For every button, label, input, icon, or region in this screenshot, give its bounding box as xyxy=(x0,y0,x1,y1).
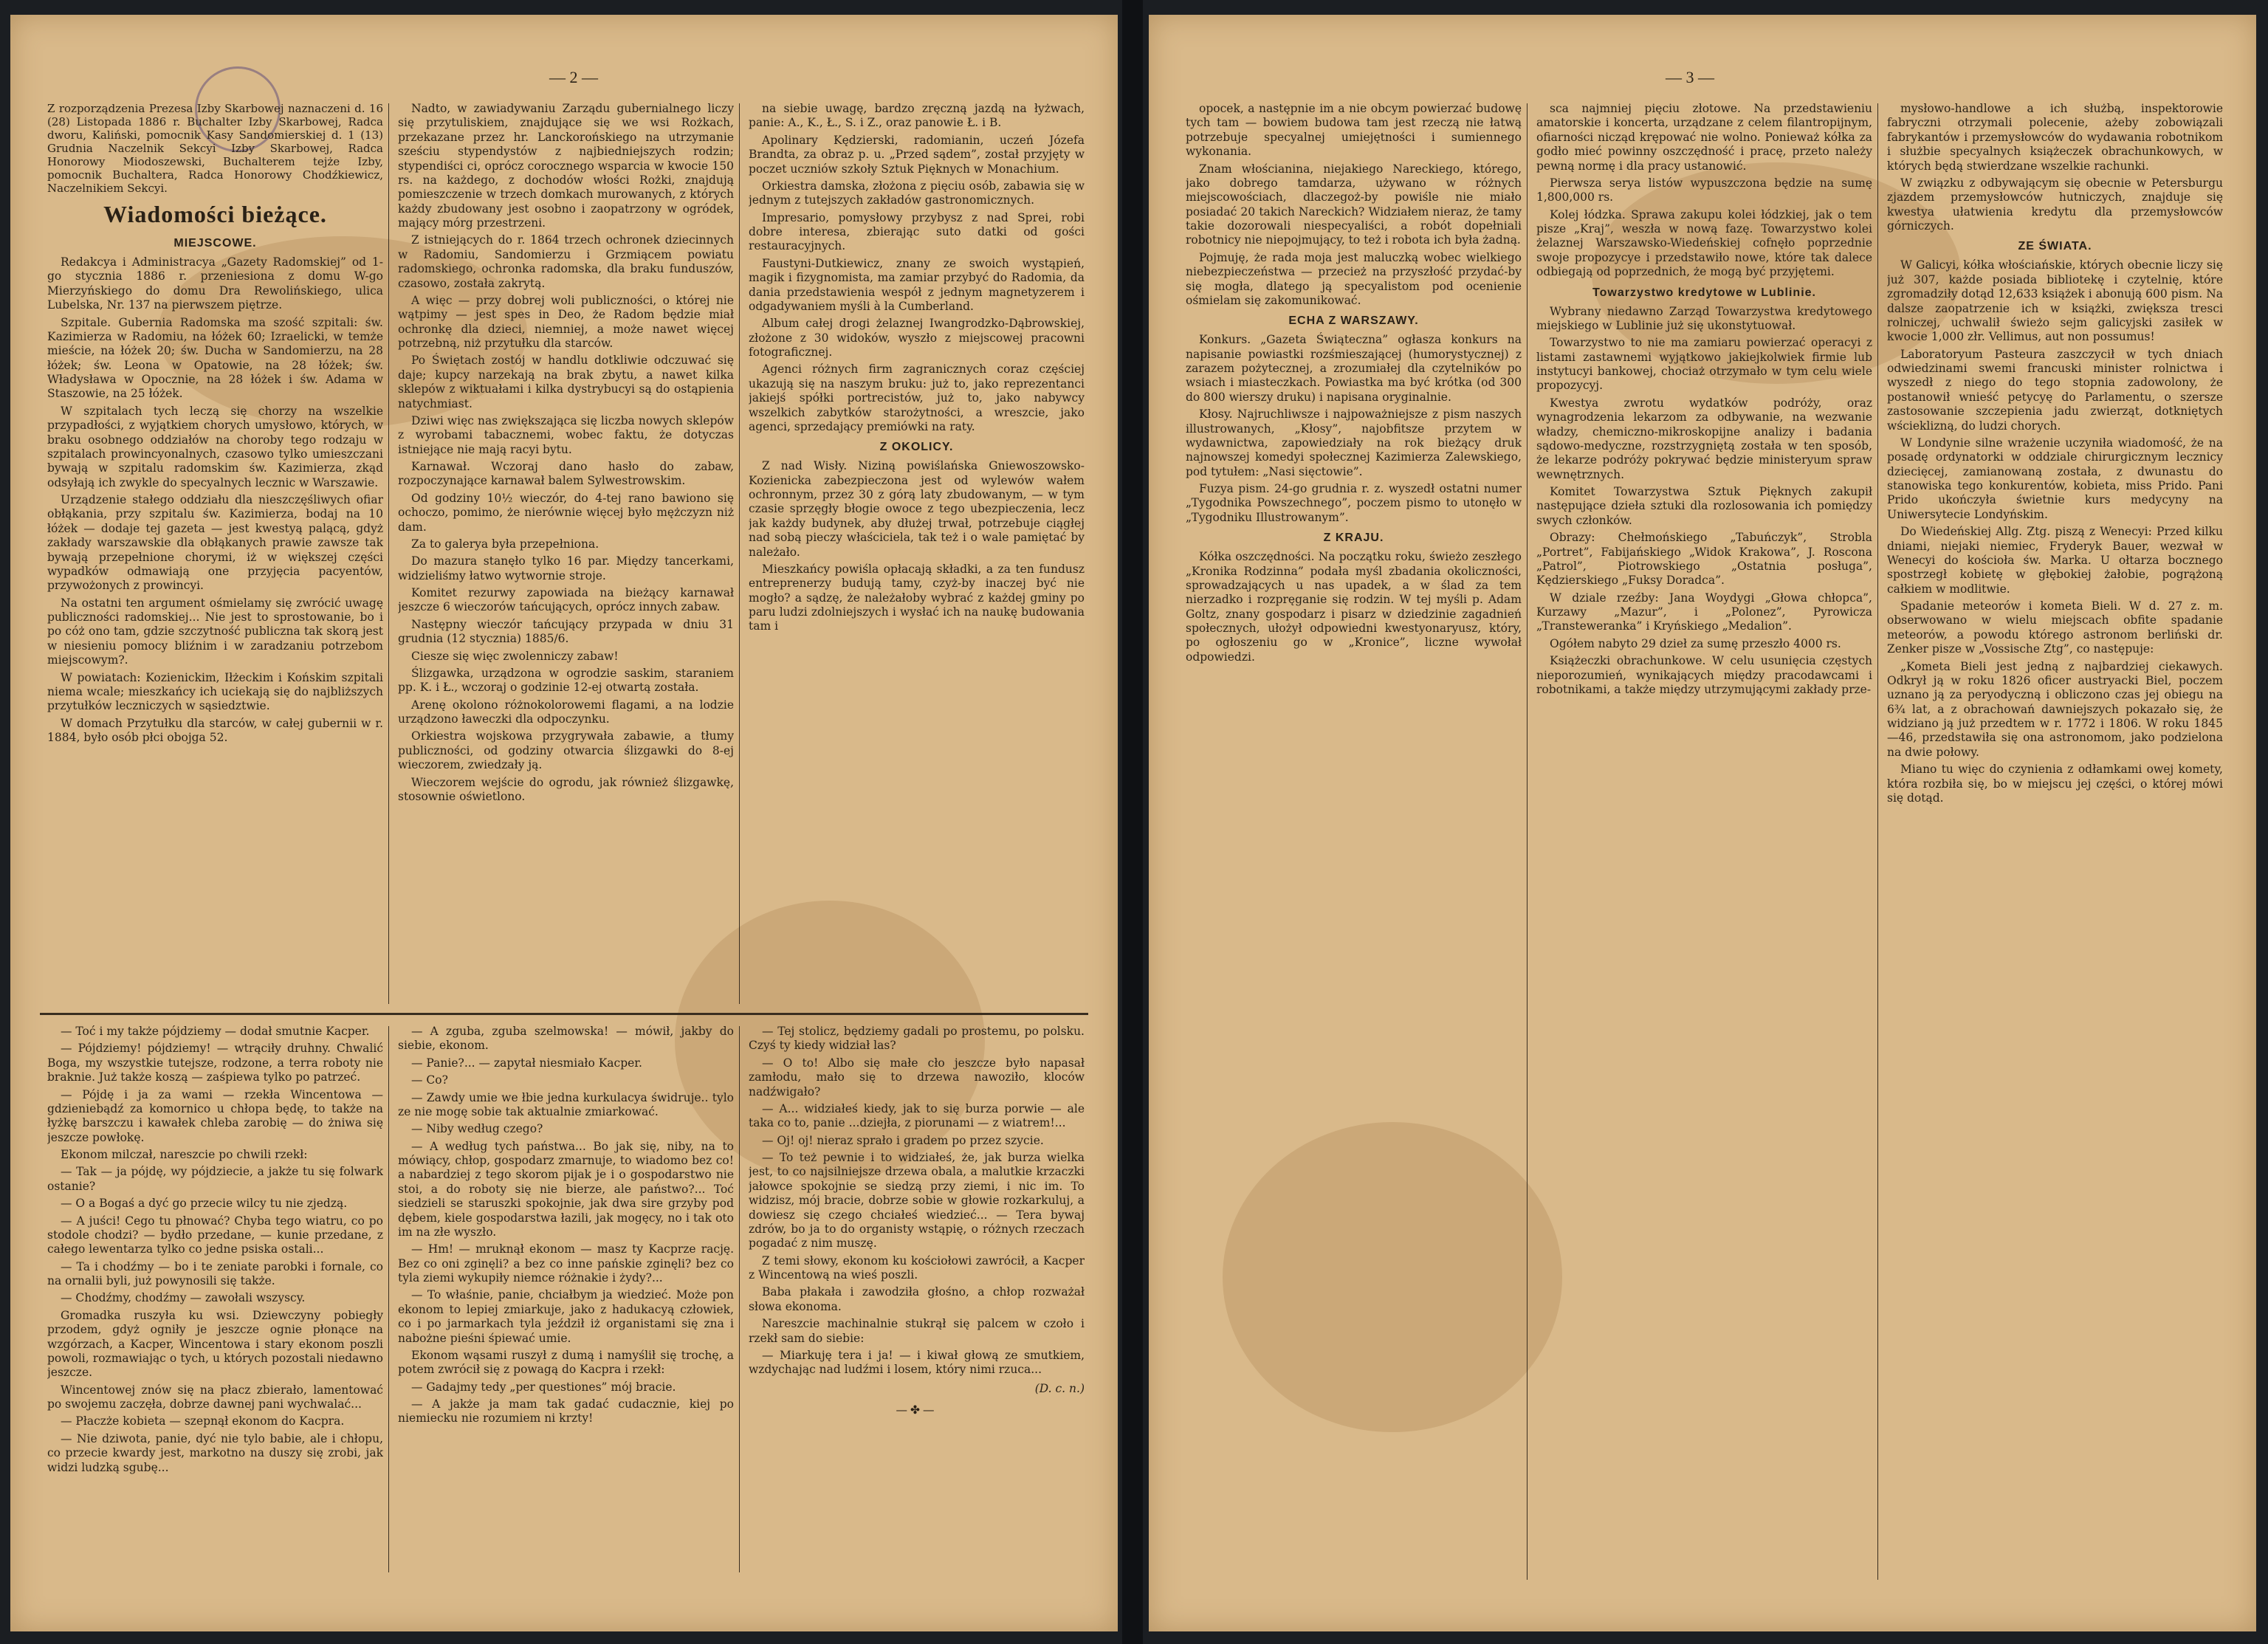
story-paragraph: — Ta i chodźmy — bo i te zeniate parobki i fornale, co na ornalii byli, już powynosili się także. xyxy=(47,1259,383,1287)
article-paragraph: W domach Przytułku dla starców, w całej gubernii w r. 1884, było osób płci obojga 52. xyxy=(47,716,383,744)
article-paragraph: Redakcya i Administracya „Gazety Radomskiej” od 1-go stycznia 1886 r. przeniesiona z domu W-go Mierzyńskiego do domu Dra Rewolińskiego, ulica Lubelska, Nr. 137 na pierwszem piętrze. xyxy=(47,255,383,312)
story-paragraph: — Tak — ja pójdę, wy pójdziecie, a jakże tu się folwark ostanie? xyxy=(47,1165,383,1193)
article-paragraph: Konkurs. „Gazeta Świąteczna” ogłasza konkurs na napisanie powiastki rozśmieszającej (humorystycznej) z zarazem pożytecznej, a zrozumiałej dla czytelników po wsiach i miasteczkach. Powiastka ma być krótka (od 300 do 800 wierszy druku) i napisana oryginalnie. xyxy=(1186,333,1522,404)
feuilleton-separator xyxy=(40,1013,1088,1015)
article-paragraph: Towarzystwo to nie ma zamiaru powierzać operacyi z listami zastawnemi wyjątkowo jakiejkolwiek firmie lub instytucyi bankowej, chociaż otrzymało w tym celu wiele propozycyj. xyxy=(1536,336,1872,393)
page-number: — 2 — xyxy=(549,68,598,86)
story-paragraph: Gromadka ruszyła ku wsi. Dziewczyny pobiegły przodem, gdyż ogniły je jeszcze ognie płonące na wzgórzach, a Kacper, Wincentowa i stary ekonom poszli powoli, rozmawiając o tych, u których pozostali niedawno jeszcze. xyxy=(47,1308,383,1380)
article-paragraph: Fuzya pism. 24-go grudnia r. z. wyszedł ostatni numer „Tygodnika Powszechnego”, poczem pismo to utonęło w „Tygodniku Illustrowanym”. xyxy=(1186,482,1522,524)
article-paragraph: Kłosy. Najruchliwsze i najpoważniejsze z pism naszych illustrowanych, „Kłosy”, najobfitsze przytem w wydawnictwa, zapowiedziały na rok bieżący druk najnowszej komedyi społecznej Kazimierza Zalewskiego, pod tytułem: „Nasi sięctowie”. xyxy=(1186,407,1522,478)
article-paragraph: Arenę okolono różnokolorowemi flagami, a na lodzie urządzono ławeczki dla odpoczynku. xyxy=(398,698,734,726)
section-heading-world: ZE ŚWIATA. xyxy=(2018,240,2092,253)
article-paragraph: Agenci różnych firm zagranicznych coraz częściej ukazują się na naszym bruku: już to, jako reprezentanci jakiejś spółki portrecistów, już to, jako nabywcy wszelkich zabytków starożytności, a wreszcie, jako agenci, sprzedający premiówki na raty. xyxy=(749,362,1085,433)
story-paragraph: — Hm! — mruknął ekonom — masz ty Kacprze rację. Bez co oni zginęli? a bez co inne pańskie zginęli? bez co tyla ziemi wykupiły niemce różnakie i żydy?... xyxy=(398,1242,734,1284)
article-paragraph: Spadanie meteorów i kometa Bieli. W d. 27 z. m. obserwowano w wielu miejscach obfite spadanie meteorów, a powodu którego astronom berliński dr. Zenker pisze w „Vossische Ztg”, co następuje: xyxy=(1887,599,2223,656)
article-paragraph: W powiatach: Kozienickim, Iłżeckim i Końskim szpitali niema wcale; mieszkańcy ich uciekają się do najbliższych przytułków leczniczych w sąsiedztwie. xyxy=(47,670,383,713)
feuilleton-column-2 xyxy=(398,1025,734,1586)
article-paragraph: Miano tu więc do czynienia z odłamkami owej komety, która rozbiła się, bo w miejscu jej części, o której mówi się dotąd. xyxy=(1887,763,2223,805)
story-paragraph: — To też pewnie i to widziałeś, że, jak burza wielka jest, to co najsilniejsze drzewa obala, a malutkie krzaczki jałowce spokojnie se siedzą przy ziemi, i nic im. To widzisz, mój bracie, dobrze sobie w głowie rozkarkuluj, a dowiesz się czego chciałeś wiedzieć... — Tera bywaj zdrów, bo ja to do organisty wstąpię, o różnych rzeczach pogadać z nim muszę. xyxy=(749,1151,1085,1251)
article-paragraph: opocek, a następnie im a nie obcym powierzać budowę tych tam — bowiem budowa tam jest rzeczą nie łatwą potrzebuje specyalnej umiejętności i sumiennego wykonania. xyxy=(1186,102,1522,159)
story-paragraph: — Pójdziemy! pójdziemy! — wtrąciły druhny. Chwalić Boga, my wszystkie tutejsze, rodzone, a terra roboty nie braknie. Już także koszą — zaśpiewa tylko po patrzeć. xyxy=(47,1042,383,1084)
article-paragraph: Znam włościanina, niejakiego Nareckiego, którego, jako dobrego tamdarza, używano w różnych miejscowościach, dlaczegoż-by powiśle nie miało posiadać 20 takich Nareckich? Widziałem nieraz, że tamy takie dozorowali niespecyaliści, a robót dopełniali robotnicy nie niepojmujący, to też i robota ich była żadną. xyxy=(1186,162,1522,247)
article-paragraph: Po Świętach zostój w handlu dotkliwie odczuwać się daje; kupcy narzekają na brak zbytu, a nawet kilka sklepów z wiktuałami i kilka dystrybucyi są do ostąpienia natychmiast. xyxy=(398,354,734,410)
article-paragraph: Nadto, w zawiadywaniu Zarządu gubernialnego liczy się przytuliskiem, znajdujące się we wsi Rożkach, przekazane przez hr. Lanckorońskiego na utrzymanie sześciu stypendystów z najbiedniejszych rodzin; stypendiści ci, oprócz corocznego wsparcia w kwocie 150 rs. na każdego, z dochodów włości Rożki, znajdują pomieszczenie w trzech domkach murowanych, z których każdy zbudowany jest osobno i zaopatrzony w ogródek, mający mórg przestrzeni. xyxy=(398,102,734,230)
article-paragraph: Z istniejących do r. 1864 trzech ochronek dziecinnych w Radomiu, Sandomierzu i Grzmiącem powiatu radomskiego, ochronka radomska, dla braku funduszów, czasowo, została zakrytą. xyxy=(398,233,734,290)
article-paragraph: Ciesze się więc zwolenniczy zabaw! xyxy=(411,649,619,663)
article-paragraph: W związku z odbywającym się obecnie w Petersburgu zjazdem przemysłowców hutniczych, znajduje się kwestya ułatwienia kredytu dla przemysłowców górniczych. xyxy=(1887,176,2223,233)
story-paragraph: — A... widziałeś kiedy, jak to się burza porwie — ale taka co to, panie ...dziejła, z piorunami — z wiatrem!... xyxy=(749,1101,1085,1130)
story-paragraph: — A zguba, zguba szelmowska! — mówił, jakby do siebie, ekonom. xyxy=(398,1025,734,1053)
article-paragraph: Wybrany niedawno Zarząd Towarzystwa kredytowego miejskiego w Lublinie już się ukonstytuował. xyxy=(1536,304,1872,332)
article-paragraph: Karnawał. Wczoraj dano hasło do zabaw, rozpoczynające karnawał balem Sylwestrowskim. xyxy=(398,460,734,488)
column-1 xyxy=(1186,102,1522,1593)
story-paragraph: — Niby według czego? xyxy=(411,1122,543,1136)
feuilleton-column-1 xyxy=(47,1025,383,1586)
story-paragraph: Wincentowej znów się na płacz zbierało, lamentować po swojemu zaczęła, dobrze dawnej pani wychwalać... xyxy=(47,1383,383,1411)
article-paragraph: Mieszkańcy powiśla opłacają składki, a za ten fundusz entreprenerzy budują tamy, czyż-by inaczej być nie mogło? a sądzę, że należałoby wybrać z każdej gminy po paru ludzi zdolniejszych i wysłać ich na naukę budowania tam i xyxy=(749,562,1085,633)
article-paragraph: Kółka oszczędności. Na początku roku, świeżo zeszłego „Kronika Rodzinna” podała myśl zbadania okoliczności, sprowadzających u nas upadek, a w ślad za tem nierzadko i rozpręganie się rodzin. W tej myśli p. Adam Goltz, znany gospodarz i pisarz w dziedzinie zagadnień społecznych, ułożył odpowiedni kwestyonaryusz, który, po ogłoszeniu go w „Kronice”, liczne wywołał odpowiedzi. xyxy=(1186,550,1522,664)
column-rule xyxy=(1877,103,1878,1580)
article-paragraph: Komitet Towarzystwa Sztuk Pięknych zakupił następujące dzieła sztuki dla rozlosowania ich pomiędzy swych członków. xyxy=(1536,485,1872,527)
column-2 xyxy=(398,102,734,1010)
story-paragraph: — Pójdę i ja za wami — rzekła Wincentowa — gdzieniebądź za komornico u chłopa będę, to także na łyżkę barszczu i kawałek chleba zarobię — do żniwa się jeszcze powłokę. xyxy=(47,1087,383,1144)
article-paragraph: Orkiestra wojskowa przygrywała zabawie, a tłumy publiczności, od godziny otwarcia ślizgawki do 8-ej wieczorem, zwiedzały ją. xyxy=(398,729,734,772)
story-paragraph: — To właśnie, panie, chciałbym ja wiedzieć. Może pon ekonom to lepiej zmiarkuje, jako z hadukacyą człowiek, co i po jarmarkach tyla jeździł iż organistami się zna i nabożne pieśni śpiewać umie. xyxy=(398,1288,734,1345)
article-paragraph: W Londynie silne wrażenie uczyniła wiadomość, że na posadę ordynatorki w oddziale chirurgicznym lecznicy dziecięcej, zamianowaną została, z dwunastu do stanowiska tego konkurentów, kobieta, miss Prido. Pani Prido ukończyła świetnie kurs medycyny na Uniwersytecie Londyńskim. xyxy=(1887,436,2223,521)
notice-text: Z rozporządzenia Prezesa Izby Skarbowej naznaczeni d. 16 (28) Listopada 1886 r. Buchalter Izby Skarbowej, Radca dworu, Kaliński, pomocnik Kasy Sandomierskiej d. 1 (13) Grudnia Naczelnik Sekcyi Izby Skarbowej, Radca Honorowy Miodoszewski, Buchalterem tejże Izby, pomocnik Buchaltera, Radca Honorowy Chodźkiewicz, Naczelnikiem Sekcyi. xyxy=(47,102,383,195)
article-paragraph: „Kometa Bieli jest jedną z najbardziej ciekawych. Odkrył ją w roku 1826 oficer austryacki Biel, poczem uznano ją za peryodyczną i obliczono czas jej obiegu na 6¾ lat, a z obrachowań dawniejszych pokazało się, że widziano ją już przedtem w r. 1772 i 1806. W roku 1845—46, przedstawiła się ona astronomom, jako podzielona na dwie połowy. xyxy=(1887,659,2223,759)
article-paragraph: Komitet rezurwy zapowiada na bieżący karnawał jeszcze 6 wieczorów tańcujących, oprócz innych zabaw. xyxy=(398,586,734,614)
article-paragraph: Dziwi więc nas zwiększająca się liczba nowych sklepów z wyrobami tabacznemi, wobec faktu, że dotyczas istniejące nie mają racyi bytu. xyxy=(398,413,734,456)
article-paragraph: mysłowo-handlowe a ich służbą, inspektorowie fabryczni otrzymali polecenie, ażeby zobowiązali fabrykantów i przemysłowców do wydawania robotnikom i służbie specyalnych książeczek obrachunkowych, w których będą stwierdzane wszelkie rachunki. xyxy=(1887,102,2223,173)
column-rule xyxy=(388,1026,389,1572)
section-heading-lublin: Towarzystwo kredytowe w Lublinie. xyxy=(1592,286,1816,299)
story-paragraph: — Tej stolicz, będziemy gadali po prostemu, po polsku. Czyś ty kiedy widział las? xyxy=(749,1025,1085,1053)
story-paragraph: — Panie?... — zapytał niesmiało Kacper. xyxy=(411,1056,642,1070)
section-heading-country: Z KRAJU. xyxy=(1323,532,1384,545)
story-paragraph: — Co? xyxy=(411,1073,448,1087)
article-paragraph: Od godziny 10½ wieczór, do 4-tej rano bawiono się ochoczo, pomimo, że nierównie więcej było mężczyzn niż dam. xyxy=(398,491,734,534)
article-paragraph: Wieczorem wejście do ogrodu, jak również ślizgawkę, stosownie oświetlono. xyxy=(398,775,734,803)
section-heading-warsaw: ECHA Z WARSZAWY. xyxy=(1288,314,1419,328)
ornament-divider: —✤— xyxy=(896,1403,938,1417)
story-paragraph: — Chodźmy, chodźmy — zawołali wszyscy. xyxy=(61,1291,306,1305)
article-paragraph: na siebie uwagę, bardzo zręczną jazdą na łyżwach, panie: A., K., Ł., S. i Z., oraz panowie Ł. i B. xyxy=(749,102,1085,130)
article-paragraph: Pierwsza serya listów wypuszczona będzie na sumę 1,800,000 rs. xyxy=(1536,176,1872,204)
column-1 xyxy=(47,102,383,1010)
right-page xyxy=(1149,15,2256,1631)
article-paragraph: Obrazy: Chełmońskiego „Tabuńczyk”, Strobla „Portret”, Fabijańskiego „Widok Krakowa”, J. Roscona „Patrol”, Piotrowskiego „Ostatnia posługa”, Kędzierskiego „Fuksy Doradca”. xyxy=(1536,531,1872,588)
article-paragraph: A więc — przy dobrej woli publiczności, o której nie wątpimy — jest spes in Deo, że Radom będzie miał ochronkę dla dzieci, niemniej, a może nawet więcej potrzebną, niż przytułku dla starców. xyxy=(398,293,734,350)
article-paragraph: Do Wiedeńskiej Allg. Ztg. piszą z Wenecyi: Przed kilku dniami, niejaki niemiec, Fryderyk Bauer, wezwał w Wenecyi do kościoła św. Marka. U ołtarza bocznego spostrzegł kobietę w głębokiej żałobie, pogrążoną całkiem w modlitwie. xyxy=(1887,525,2223,596)
article-paragraph: Pojmuję, że rada moja jest maluczką wobec wielkiego niebezpieczeństwa — przecież na przyszłość przydać-by się mogła, dlatego ją specyalistom pod ocenienie ośmielam się zakomunikować. xyxy=(1186,250,1522,307)
story-paragraph: — Zawdy umie we łbie jedna kurkulacya świdruje.. tylo ze nie mogę sobie tak aktualnie zmiarkować. xyxy=(398,1090,734,1118)
column-rule xyxy=(1527,103,1528,1580)
story-paragraph: — Nie dziwota, panie, dyć nie tylo babie, ale i chłopu, co przecie kwardy jest, markotno na duszy się zrobi, jak widzi ludzką sgubę... xyxy=(47,1431,383,1474)
headline: Wiadomości bieżące. xyxy=(103,201,327,227)
page-number: — 3 — xyxy=(1666,68,1714,86)
article-paragraph: Album całej drogi żelaznej Iwangrodzko-Dąbrowskiej, złożone z 30 widoków, wyszło z miejscowej pracowni fotograficznej. xyxy=(749,317,1085,359)
article-paragraph: Szpitale. Gubernia Radomska ma szość szpitali: św. Kazimierza w Radomiu, na łóżek 60; Izraelicki, w temże mieście, na łóżek 20; św. Ducha w Sandomierzu, na 28 łóżek; św. Leona w Opatowie, na 28 łóżek; św. Władysława w Opocznie, na 28 łóżek i św. Adama w Staszowie, na 25 łóżek. xyxy=(47,315,383,401)
story-paragraph: — O a Bogaś a dyć go przecie wilcy tu nie zjedzą. xyxy=(61,1197,348,1211)
story-paragraph: Ekonom milczał, nareszcie po chwili rzekł: xyxy=(61,1148,308,1161)
column-rule xyxy=(388,103,389,1004)
article-paragraph: W szpitalach tych leczą się chorzy na wszelkie przypadłości, z wyjątkiem chorych umysłowo, których, w braku osobnego oddziałów na choroby tego rodzaju w szpitalach prowincyonalnych, czasowo tylko umieszczani bywają w szpitalu radomskim św. Kazimierza, zkąd odsyłają ich zwykle do specyalnych lecznic w Warszawie. xyxy=(47,404,383,489)
story-paragraph: Z temi słowy, ekonom ku kościołowi zawrócił, a Kacper z Wincentową na wieś poszli. xyxy=(749,1253,1085,1282)
article-paragraph: Impresario, pomysłowy przybysz z nad Sprei, robi dobre interesa, zbierając suto datki od gości restauracyjnych. xyxy=(749,210,1085,253)
article-paragraph: Laboratoryum Pasteura zaszczycił w tych dniach odwiedzinami swemi francuski minister rolnictwa i wyszedł z niego do tego stopnia zadowolony, że postanowił wnieść petycyę do Parlamentu, o szersze zastosowanie szczepienia jadu zwierząt, dotkniętych wścieklizną, do ludzi chorych. xyxy=(1887,347,2223,433)
article-paragraph: Faustyni-Dutkiewicz, znany ze swoich wystąpień, magik i fizygnomista, ma zamiar przybyć do Radomia, da dania przedstawienia wespół z jednym magnetyzerem i odgadywaniem myśli à la Cumberland. xyxy=(749,256,1085,313)
article-paragraph: Do mazura stanęło tylko 16 par. Między tancerkami, widzieliśmy łatwo wytwornie stroje. xyxy=(398,554,734,582)
story-paragraph: — O to! Albo się małe cło jeszcze było napasał zamłodu, mało się to drzewa nawoziło, kloców nadźwigało? xyxy=(749,1056,1085,1098)
column-rule xyxy=(739,103,740,1004)
article-paragraph: Ślizgawka, urządzona w ogrodzie saskim, staraniem pp. K. i Ł., wczoraj o godzinie 12-ej otwartą została. xyxy=(398,666,734,695)
column-3 xyxy=(1887,102,2223,1593)
article-paragraph: Apolinary Kędzierski, radomianin, uczeń Józefa Brandta, za obraz p. u. „Przed sądem”, został przyjęty w poczet uczniów szkoły Sztuk Pięknych w Monachium. xyxy=(749,133,1085,176)
story-paragraph: — Oj! oj! nieraz sprało i gradem po przez szycie. xyxy=(762,1133,1044,1147)
article-paragraph: Ogółem nabyto 29 dzieł za sumę przeszło 4000 rs. xyxy=(1550,636,1841,650)
story-paragraph: Nareszcie machinalnie stukrął się palcem w czoło i rzekł sam do siebie: xyxy=(749,1317,1085,1345)
article-paragraph: Na ostatni ten argument ośmielamy się zwrócić uwagę publiczności radomskiej... Nie jest to sprostowanie, bo i po cóż ono tam, gdzie szczytność publiczna tak skorą jest w niesieniu pomocy bliźnim i w zaradzaniu potrzebom miejscowym?. xyxy=(47,596,383,667)
story-paragraph: — A jakże ja mam tak gadać cudacznie, kiej po niemiecku nie rozumiem ni krzty! xyxy=(398,1397,734,1425)
article-paragraph: sca najmniej pięciu złotowe. Na przedstawieniu amatorskie i koncerta, urządzane z celem filantropijnym, ofiarności nicząd krępować nie wolno. Ponieważ kółka za godło mieć powinny oszczędność i pracę, przeto należy pewną normę i dla pracy ustanowić. xyxy=(1536,102,1872,173)
story-paragraph: Ekonom wąsami ruszył z dumą i namyślił się trochę, a potem zwrócił się z powagą do Kacpra i rzekł: xyxy=(398,1348,734,1377)
story-paragraph: Baba płakała i zawodziła głośno, a chłop rozważał słowa ekonoma. xyxy=(749,1285,1085,1313)
left-page xyxy=(10,15,1118,1631)
section-heading-local: MIEJSCOWE. xyxy=(173,237,257,250)
story-paragraph: — Miarkuję tera i ja! — i kiwał głową ze smutkiem, wzdychając nad ludźmi i losem, który nimi rzuca... xyxy=(749,1348,1085,1377)
book-spine xyxy=(1122,0,1143,1644)
article-paragraph: Kwestya zwrotu wydatków podróży, oraz wynagrodzenia lekarzom za odbywanie, na wezwanie władzy, chemiczno-mikroskopijne analizy i badania sądowo-medyczne, rozstrzygniętą została w ten sposób, że lekarze podróży pokrywać będzie ministeryum spraw wewnętrznych. xyxy=(1536,396,1872,481)
article-paragraph: Następny wieczór tańcujący przypada w dniu 31 grudnia (12 stycznia) 1885/6. xyxy=(398,617,734,646)
section-heading-province: Z OKOLICY. xyxy=(879,441,954,454)
article-paragraph: W Galicyi, kółka włościańskie, których obecnie liczy się już 307, każde posiada bibliotekę i czytelnię, które zgromadziły dotąd 12,633 książek i abonują 600 pism. Na dalsze zaopatrzenie ich w książki, zwiększa tresci rolniczej, uchwalił świeżo sejm galicyjski zasiłek w kwocie 1,000 złr. Vellimus, aut non possumus! xyxy=(1887,258,2223,344)
story-paragraph: — Płaczże kobieta — szepnął ekonom do Kacpra. xyxy=(61,1414,345,1428)
column-3 xyxy=(749,102,1085,1010)
to-be-continued: (D. c. n.) xyxy=(1034,1381,1085,1395)
column-rule xyxy=(739,1026,740,1572)
feuilleton-column-3 xyxy=(749,1025,1085,1586)
story-paragraph: — Gadajmy tedy „per questiones” mój bracie. xyxy=(411,1380,676,1394)
story-paragraph: — Toć i my także pójdziemy — dodał smutnie Kacper. xyxy=(61,1025,370,1038)
story-paragraph: — A juści! Cego tu płnować? Chyba tego wiatru, co po stodole chodzi? — bydło przedane, — kunie przedane, z całego lewentarza tylko co jedne psiska ostali... xyxy=(47,1214,383,1256)
article-paragraph: Orkiestra damska, złożona z pięciu osób, zabawia się w jednym z tutejszych zakładów gastronomicznych. xyxy=(749,179,1085,207)
article-paragraph: Książeczki obrachunkowe. W celu usunięcia częstych nieporozumień, wynikających między pracodawcami i robotnikami, a także między utrzymującymi zakłady prze- xyxy=(1536,654,1872,696)
article-paragraph: Z nad Wisły. Niziną powiślańska Gniewoszowsko-Kozienicka zabezpieczona jest od wylewów wałem ochronnym, przez 30 z górą laty zbudowanym, — w tym czasie sprzęgły błogie owoce z tego ubezpieczenia, lecz jak każdy budynek, aby dłużej trwał, potrzebuje ciągłej nad sobą pieczy właściciela, tak też i o wale pamiętać by należało. xyxy=(749,459,1085,559)
article-paragraph: W dziale rzeźby: Jana Woydygi „Głowa chłopca”, Kurzawy „Mazur”, i „Polonez”, Pyrowicza „Transteweranka” i Kryńskiego „Medalion”. xyxy=(1536,591,1872,633)
article-paragraph: Za to galerya była przepełniona. xyxy=(411,537,599,551)
story-paragraph: — A według tych państwa... Bo jak się, niby, na to mówiący, chłop, gospodarz zmarnuje, to wiadomo bez co! a nabardziej z tego skorom pijak je i o gospodarstwo nie stoi, a do roboty się nie bierze, ale państwo?... Toć siedzieli se staruszki spokojnie, jak dwa sire grzyby pod dębem, kiele gospodarstwa łazili, jak mogęcy, no i tak oto im na złe wyszło. xyxy=(398,1139,734,1239)
column-2 xyxy=(1536,102,1872,1593)
article-paragraph: Urządzenie stałego oddziału dla nieszczęśliwych ofiar obłąkania, przy szpitalu św. Kazimierza, bodaj na 10 łóżek — dodaje tej gazeta — jest kwestyą palącą, gdyż zakłady warszawskie dla obłąkanych prawie zawsze tak bywają przepełnione chorymi, iż w większej części wypadków odmawiają one przyjęcia pacyentów, przywożonych z prowincyi. xyxy=(47,493,383,593)
article-paragraph: Kolej łódzka. Sprawa zakupu kolei łódzkiej, jak o tem pisze „Kraj”, weszła w nową fazę. Towarzystwo kolei żelaznej Warszawsko-Wiedeńskiej cofnęło poprzednie swoje propozycye i przedstawiło nowe, które tak dalece odbiegają od poprzednich, że mogą być przyjętemi. xyxy=(1536,207,1872,279)
